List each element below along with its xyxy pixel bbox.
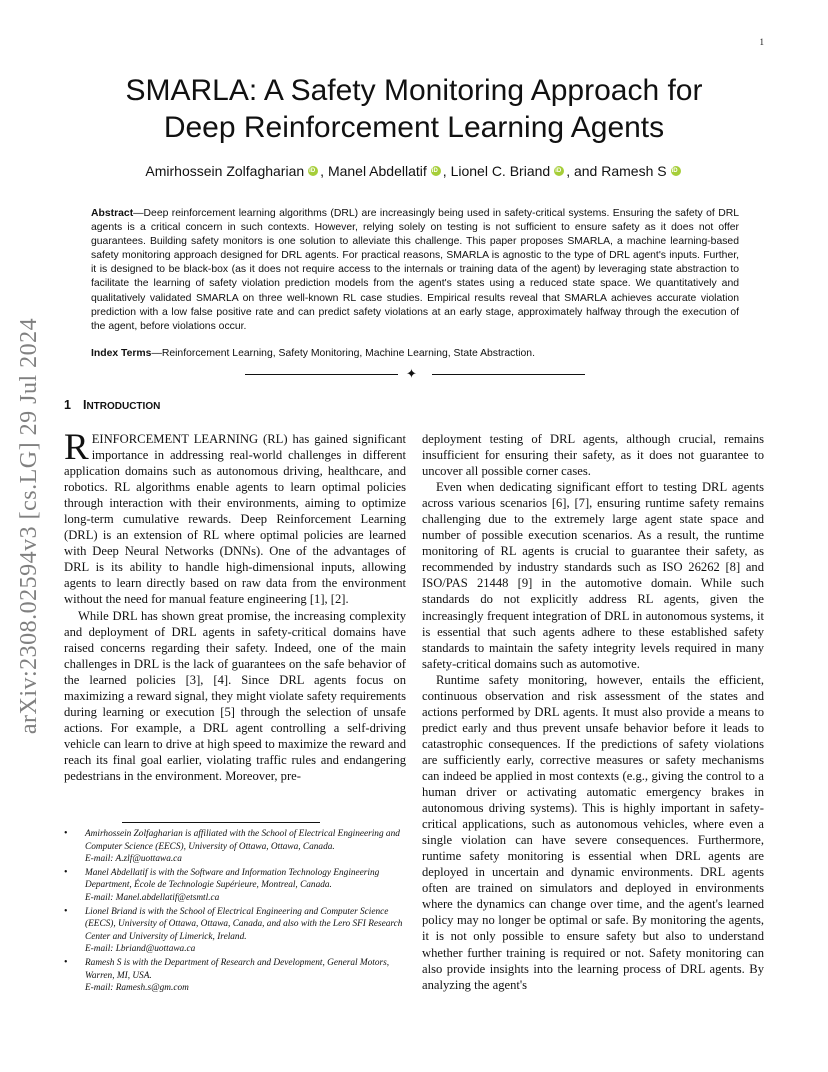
orcid-icon[interactable] [671,166,681,176]
section-number: 1 [64,398,71,412]
footnote-item [64,828,406,866]
index-terms [91,347,739,361]
orcid-icon[interactable] [554,166,564,176]
footnote-email: E-mail: Lbriand@uottawa.ca [85,944,196,955]
section-title-rest: NTRODUCTION [86,401,161,412]
paragraph-text: (RL) has gained significant importance in addressing real-world challenges in different application domains such as autonomous driving, healthcare, and robotics. RL algorithms enable agents to learn optimal policies through interaction with their environments, aiming to optimize long-term cumulative rewards. Deep Reinforcement Learning (DRL) is an extension of RL where optimal policies are learned with Deep Neural Networks (DNNs). One of the advantages of DRL is its ability to handle high-dimensional inputs, allowing agents to learn directly based on raw data from the environment without the need for manual feature engineering [1], [2]. [64,432,407,607]
abstract [91,207,739,334]
paper-title [64,72,764,146]
divider-line-right [432,374,585,375]
footnote-text: Lionel Briand is with the School of Electrical Engineering and Computer Science (EECS), University of Ottawa, Ottawa, Canada, and also with the Lero SFI Research Center and University of Limerick, Ireland. [85,906,403,942]
author-list [64,163,764,179]
footnote-text: Manel Abdellatif is with the Software and Information Technology Engineering Department, École de Technologie Supérieure, Montreal, Canada. [85,867,380,891]
paragraph: Even when dedicating significant effort to testing DRL agents across various scenarios [6], [7], ensuring runtime safety remains challenging due to the extremely large agent state space and number of possible execution scenarios. As a result, the runtime monitoring of RL agents is crucial to guarantee their safety, as recommended by industry standards such as ISO 26262 [8] and ISO/PAS 21448 [9] in the automotive domain. While such standards do not explicitly address RL agents, given the increasingly frequent integration of DRL in autonomous systems, it is essential that such agents adhere to these established safety standards to maintain the safety integrity levels required in many safety-critical domains such as automotive. [422,480,764,671]
footnote-email: E-mail: Manel.abdellatif@etsmtl.ca [85,892,220,903]
footnote-email: E-mail: A.zlf@uottawa.ca [85,854,182,865]
author-affiliation-footnotes [64,828,406,996]
footnote-item [64,957,406,995]
title-line-1: SMARLA: A Safety Monitoring Approach for [125,74,703,107]
section-divider [245,367,585,382]
author-name: Lionel C. Briand [450,163,551,179]
divider-star-icon: ✦ [406,367,417,382]
footnote-rule [122,822,320,823]
arxiv-identifier: arXiv:2308.02594v3 [cs.LG] 29 Jul 2024 [16,317,42,735]
paragraph [64,427,407,608]
footnote-text: Amirhossein Zolfagharian is affiliated with the School of Electrical Engineering and Computer Science (EECS), University of Ottawa, Ottawa, Canada. [85,829,400,852]
footnote-email: E-mail: Ramesh.s@gm.com [85,983,189,994]
author-name: Ramesh S [601,163,667,179]
footnote-text: Ramesh S is with the Department of Research and Development, General Motors, Warren, MI, USA. [85,957,390,981]
footnote-item [64,906,406,956]
paragraph: Runtime safety monitoring, however, entails the efficient, continuous observation and risk assessment of the states and actions performed by DRL agents. It must also provide a means to predict early and thus prevent unsafe behavior before it leads to catastrophic consequences. If the predictions of safety violations are sufficiently early, corrective measures or safety mechanisms can indeed be applied in most contexts (e.g., giving the control to a human driver or activating automatic emergency brakes in autonomous driving systems). This is highly important in safety-critical applications, such as autonomous vehicles, where even a single violation can have severe consequences. Furthermore, runtime safety monitoring is essential when DRL agents are deployed in uncertain and dynamic environments. DRL agents often are trained on simulators and deployed in environments where the dynamics can change over time, and the agent's learned policy may no longer be optimal or safe. By monitoring the agents, it is not only possible to ensure safety but also to understand whether further training is required or not. Safety monitoring can also provide insights into the learning process of DRL agents. By analyzing the agent's [422,672,764,992]
left-column [64,427,407,784]
section-heading-introduction [64,398,160,412]
abstract-label: Abstract [91,208,134,219]
lead-in-smallcaps: EINFORCEMENT LEARNING [91,432,259,446]
orcid-icon[interactable] [431,166,441,176]
orcid-icon[interactable] [308,166,318,176]
page-number: 1 [759,37,764,47]
paragraph: While DRL has shown great promise, the increasing complexity and deployment of DRL agents in safety-critical domains have raised concerns regarding their safety. Indeed, one of the main challenges in DRL is the lack of guarantees on the safe behavior of the learned policies [3], [4]. Since DRL agents focus on maximizing a reward signal, they might violate safety requirements during learning or execution [5] through the selection of unsafe actions. For example, a DRL agent controlling a self-driving vehicle can learn to drive at high speed to maximize the reward and reach its final goal earlier, violating traffic rules and endangering pedestrians in the environment. Moreover, pre- [64,608,406,783]
section-title-initial: I [82,398,87,412]
author-name: Amirhossein Zolfagharian [145,163,305,179]
author-separator: , and [566,163,602,179]
index-terms-label: Index Terms [91,348,152,359]
author-separator: , [442,163,451,179]
divider-line-left [245,374,398,375]
footnote-item [64,867,406,905]
drop-cap: R [64,427,89,468]
abstract-text: —Deep reinforcement learning algorithms (DRL) are increasingly being used in safety-critical systems. Ensuring the safety of DRL agents is a critical concern in such contexts. However, relying solely on testing is not sufficient to ensure safety as it does not offer guarantees. Building safety monitors is one solution to alleviate this challenge. This paper proposes SMARLA, a machine learning-based safety monitoring approach designed for DRL agents. For practical reasons, SMARLA is agnostic to the type of DRL agent's inputs. Further, it is designed to be black-box (as it does not require access to the internals or training data of the agent) by leveraging state abstraction to facilitate the learning of safety violation prediction models from the agent's states using a reduced state space. We quantitatively and qualitatively validated SMARLA on three well-known RL case studies. Empirical results reveal that SMARLA achieves accurate violation prediction with a low false positive rate and can predict safety violations at an early stage, approximately halfway through the execution of the agent, before violations occur. [91,208,739,332]
right-column [422,431,764,993]
title-line-2: Deep Reinforcement Learning Agents [163,111,665,144]
index-terms-text: —Reinforcement Learning, Safety Monitoring, Machine Learning, State Abstraction. [151,348,535,359]
author-name: Manel Abdellatif [327,163,427,179]
paragraph: deployment testing of DRL agents, although crucial, remains insufficient for ensuring their safety, as it does not guarantee to uncover all possible corner cases. [422,432,764,479]
author-separator: , [320,163,328,179]
